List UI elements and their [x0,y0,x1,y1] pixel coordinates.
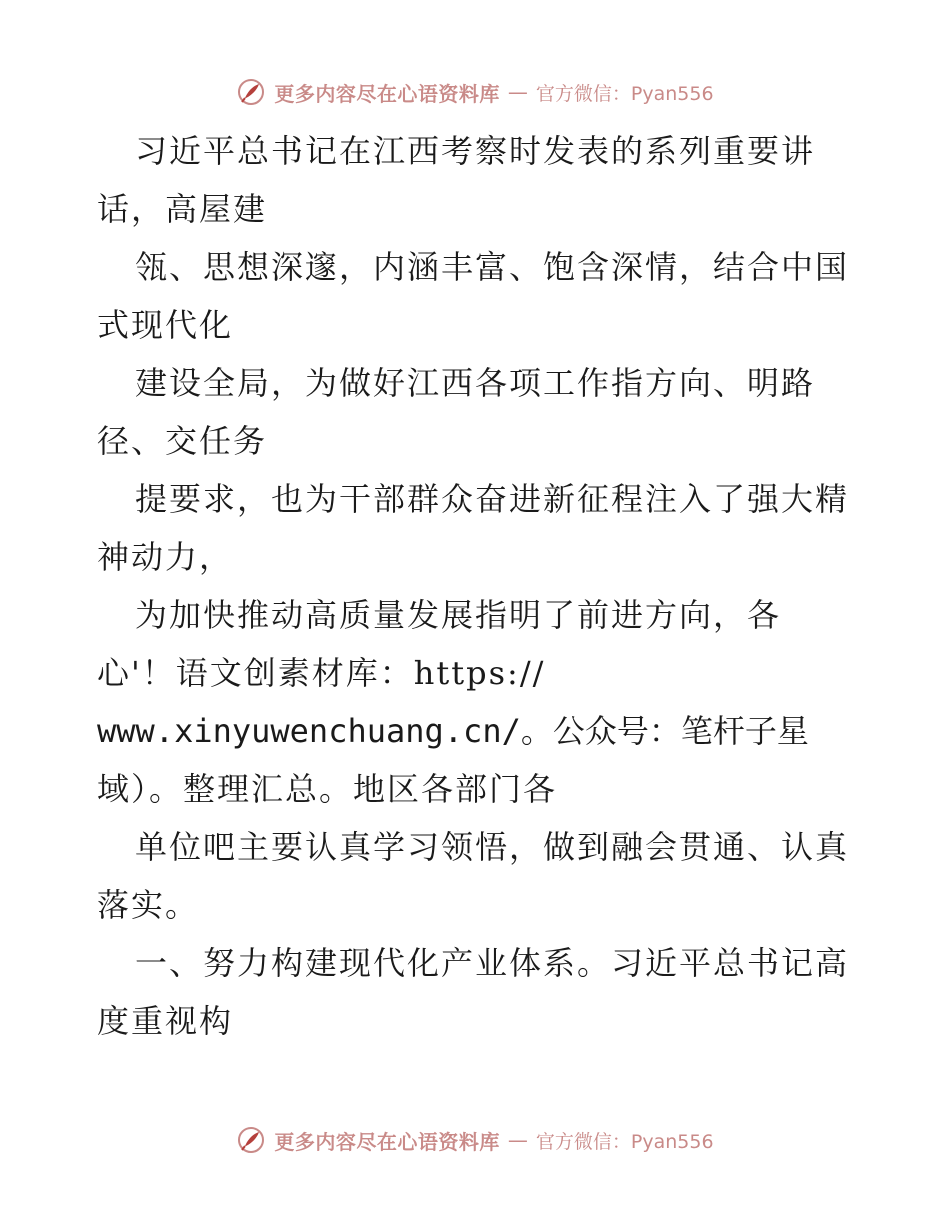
watermark-separator: — [507,80,528,104]
body-line: 习近平总书记在江西考察时发表的系列重要讲 [135,132,816,170]
body-line: 提要求，也为干部群众奋进新征程注入了强大精 [135,480,850,518]
feather-quill-logo-icon [236,1125,266,1155]
body-line: 式现代化 [97,306,234,344]
body-line: 度重视构 [97,1002,234,1040]
body-line: 域）。整理汇总。地区各部门各 [97,770,558,808]
body-line: 落实。 [97,886,200,924]
document-body [97,122,887,1050]
body-line: 心'！语文创素材库：https:// [97,654,546,692]
body-line: 神动力， [97,538,234,576]
header-watermark [0,72,950,112]
watermark-wechat-text: 官方微信：Pyan556 [535,1130,714,1153]
watermark-site-text: 更多内容尽在心语资料库 [274,1129,500,1154]
footer-watermark [0,1120,950,1160]
body-line: 一、努力构建现代化产业体系。习近平总书记高 [135,944,850,982]
body-line: www.xinyuwenchuang.cn/。公众号：笔杆子星 [97,712,809,750]
body-line: 建设全局，为做好江西各项工作指方向、明路 [135,364,816,402]
watermark-wechat-text: 官方微信：Pyan556 [535,82,714,105]
watermark-separator: — [507,1128,528,1152]
body-line: 为加快推动高质量发展指明了前进方向，各 [135,596,782,634]
body-line: 话，高屋建 [97,190,268,228]
body-line: 单位吧主要认真学习领悟，做到融会贯通、认真 [135,828,850,866]
body-line: 瓴、思想深邃，内涵丰富、饱含深情，结合中国 [135,248,850,286]
watermark-site-text: 更多内容尽在心语资料库 [274,81,500,106]
feather-quill-logo-icon [236,77,266,107]
body-line: 径、交任务 [97,422,268,460]
